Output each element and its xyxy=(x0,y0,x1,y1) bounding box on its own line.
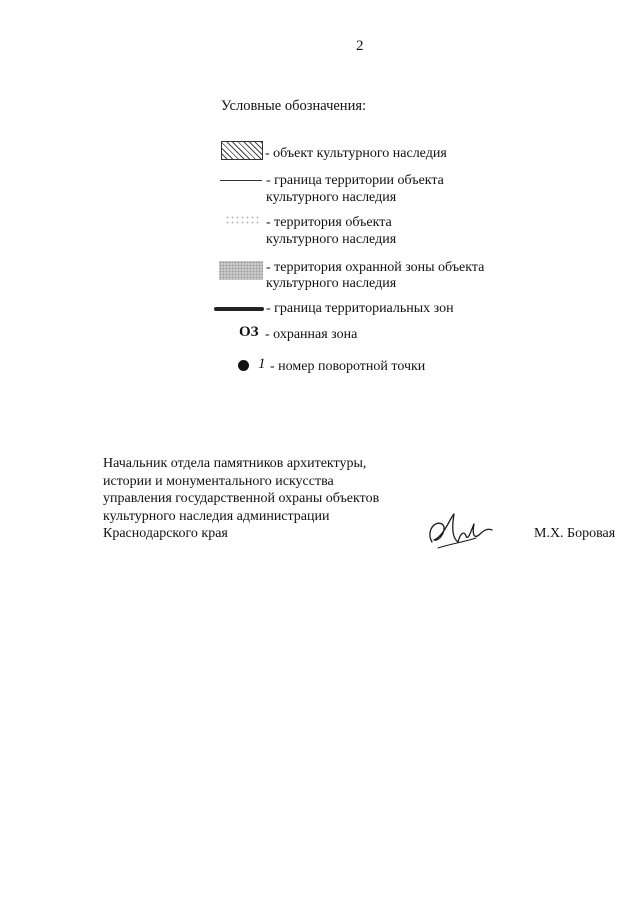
legend-text: культурного наследия xyxy=(266,276,397,291)
legend-text: - граница территории объекта xyxy=(266,173,444,188)
legend-text: - граница территориальных зон xyxy=(266,301,454,316)
legend-title: Условные обозначения: xyxy=(221,98,367,114)
legend-text: культурного наследия xyxy=(266,190,397,205)
point-number-sample: 1 xyxy=(258,356,266,372)
position-line: управления государственной охраны объектов xyxy=(103,491,380,506)
signatory-name: М.Х. Боровая xyxy=(534,526,616,541)
position-line: Краснодарского края xyxy=(103,526,228,541)
position-line: истории и монументального искусства xyxy=(103,473,334,489)
oz-abbreviation: ОЗ xyxy=(239,324,259,340)
dotted-area-icon xyxy=(225,215,261,225)
legend-text: - объект культурного наследия xyxy=(265,146,447,161)
thick-line-icon xyxy=(214,307,264,311)
handwritten-signature xyxy=(424,508,494,554)
legend-text: - охранная зона xyxy=(265,327,358,342)
legend-text: - территория объекта xyxy=(266,215,392,230)
thin-line-icon xyxy=(220,180,262,181)
page-number: 2 xyxy=(356,38,364,54)
legend-text: культурного наследия xyxy=(266,232,397,247)
signatory-position xyxy=(103,455,379,543)
legend-text: - территория охранной зоны объекта xyxy=(266,260,485,275)
position-line: культурного наследия администрации xyxy=(103,508,330,524)
position-line: Начальник отдела памятников архитектуры, xyxy=(103,456,367,471)
black-dot-icon xyxy=(238,360,249,371)
gray-area-icon xyxy=(219,261,263,280)
hatched-area-icon xyxy=(221,141,263,160)
legend-text: - номер поворотной точки xyxy=(270,359,426,374)
